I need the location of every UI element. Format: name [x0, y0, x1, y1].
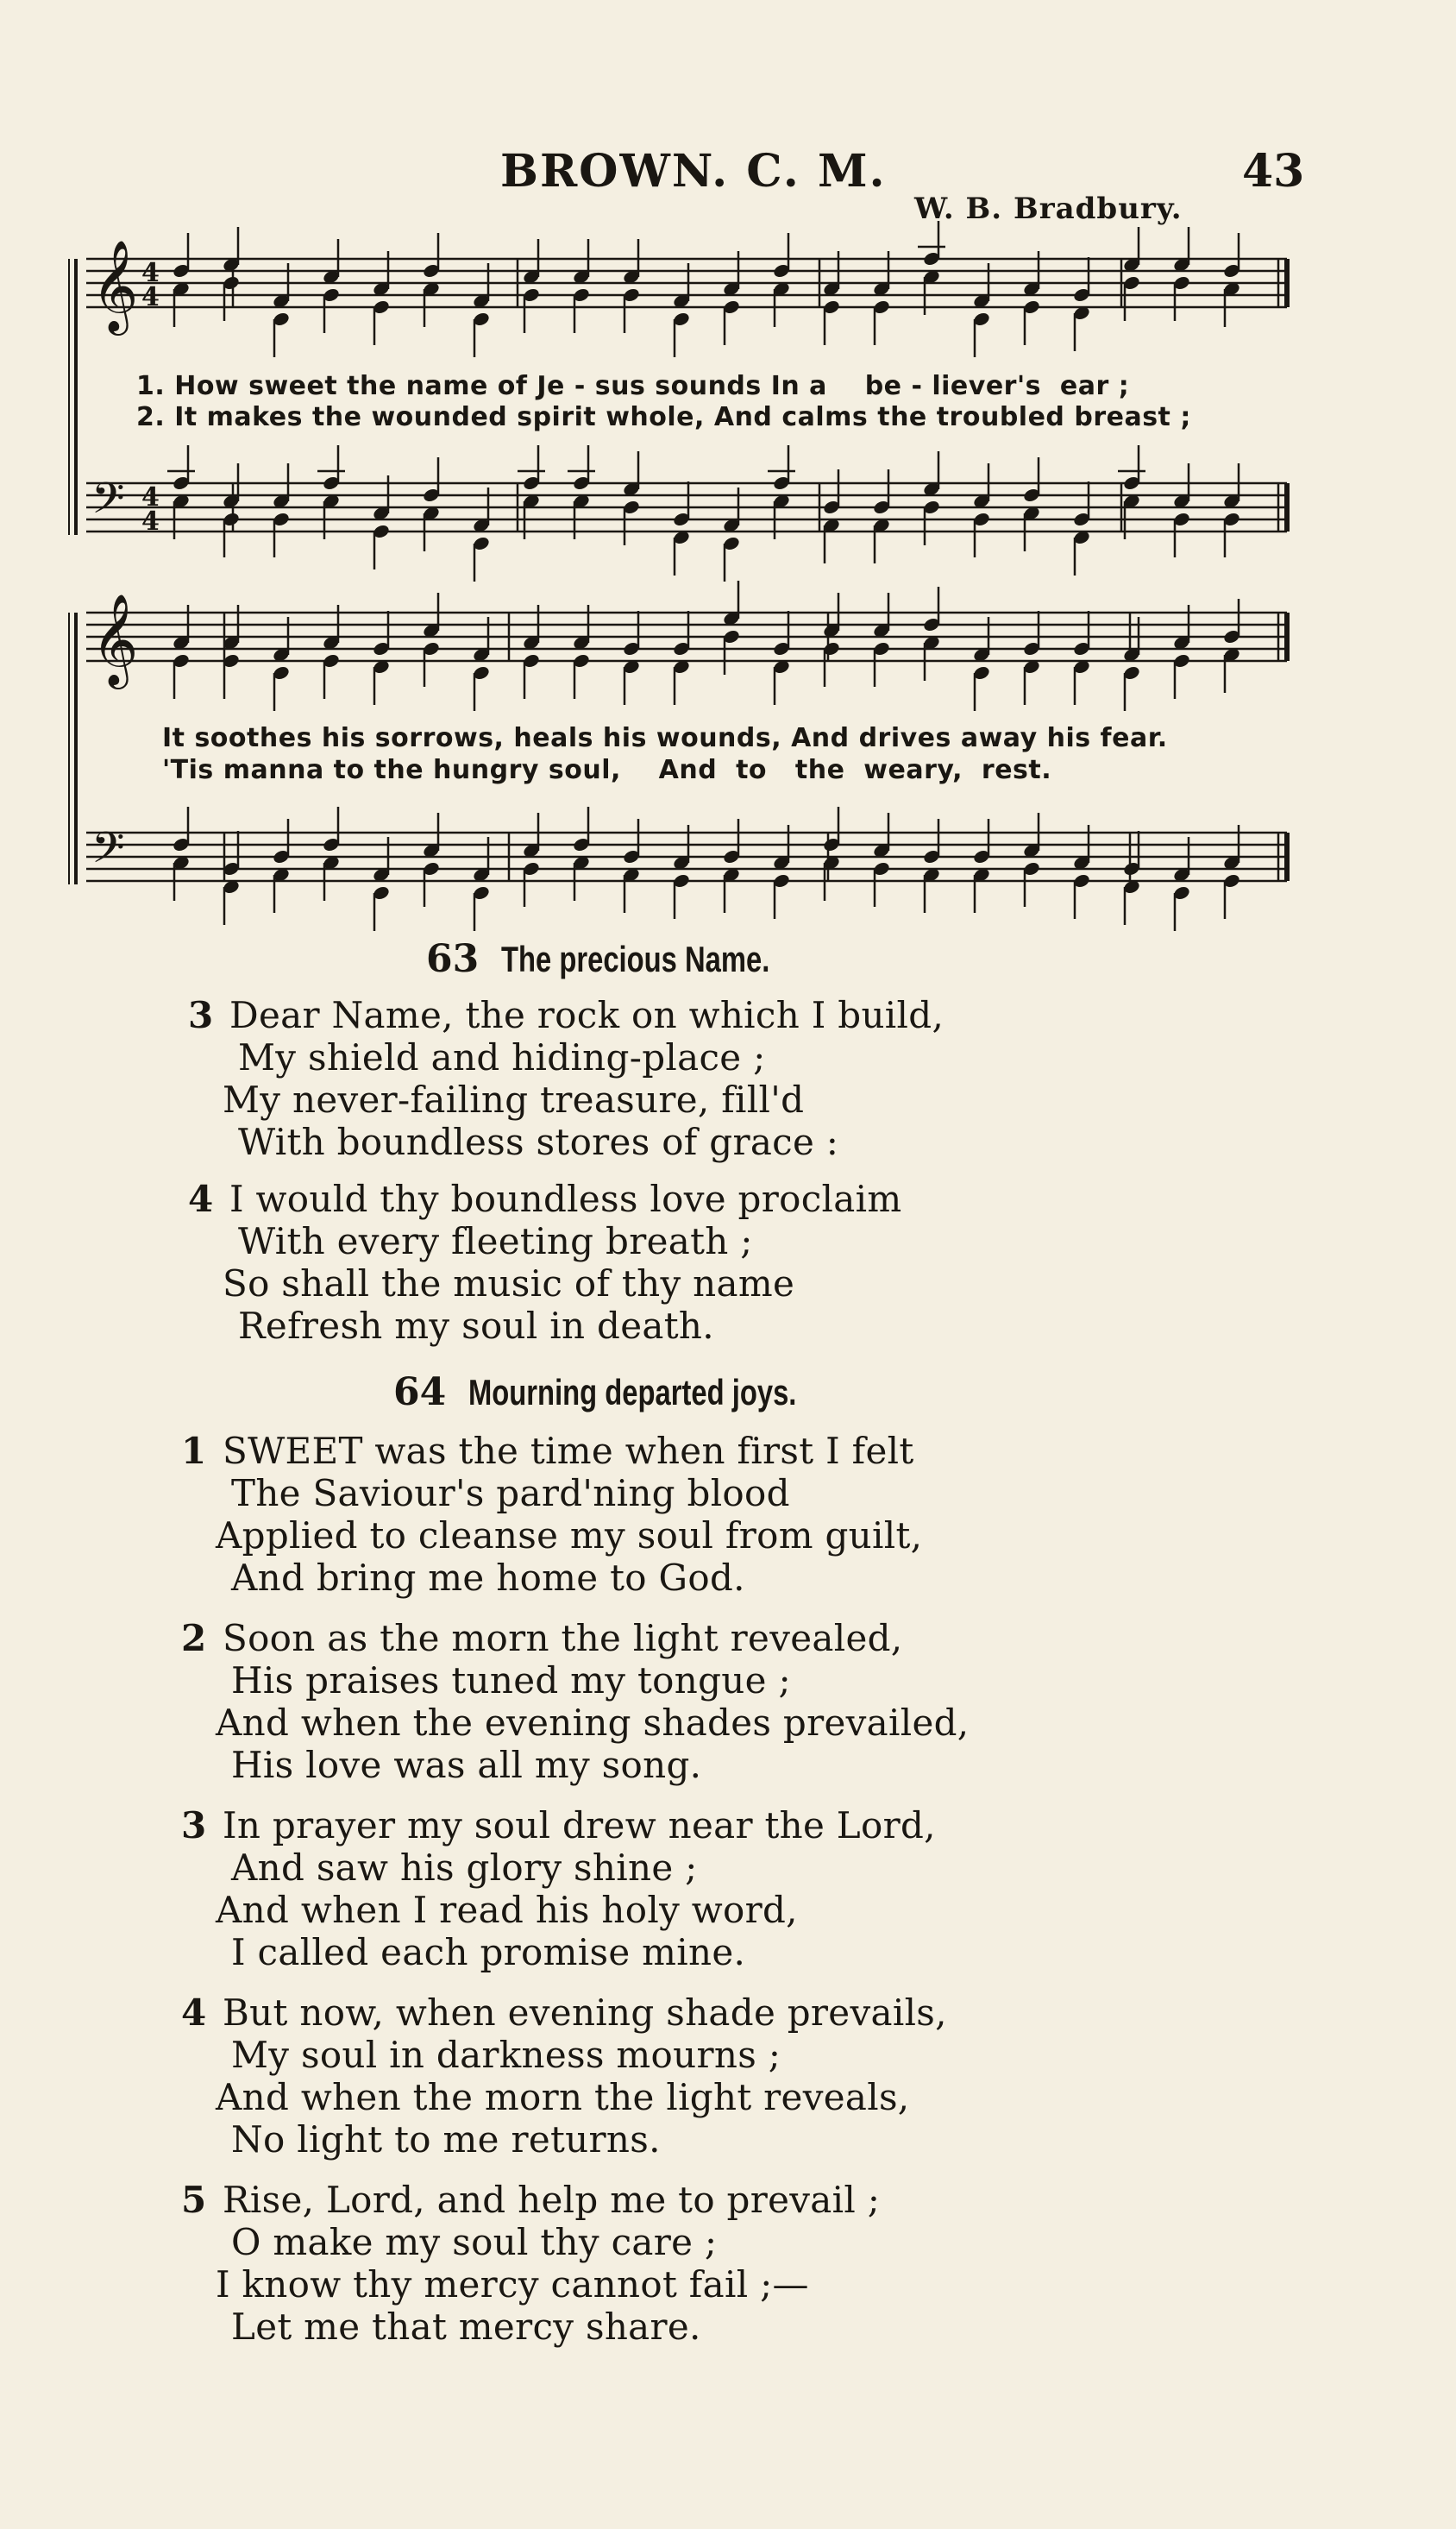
verse-line: My shield and hiding-place ;: [238, 1036, 766, 1079]
verse-line: With every fleeting breath ;: [238, 1220, 753, 1262]
svg-text:𝄢: 𝄢: [91, 474, 125, 534]
verse-line: I would thy boundless love proclaim: [229, 1178, 902, 1220]
verse-line: His praises tuned my tongue ;: [231, 1659, 791, 1702]
svg-text:4: 4: [141, 482, 160, 513]
hymn-64-stanza-1: [181, 1430, 922, 1599]
hymn-63-heading: [426, 937, 845, 981]
stanza-number: 3: [181, 1804, 207, 1846]
svg-text:4: 4: [141, 258, 160, 288]
verse-line: O make my soul thy care ;: [231, 2221, 718, 2263]
verse-line: No light to me returns.: [231, 2118, 661, 2161]
verse-line: Soon as the morn the light revealed,: [223, 1617, 903, 1659]
verse-line: The Saviour's pard'ning blood: [231, 1472, 790, 1514]
verse-line: SWEET was the time when first I felt: [223, 1430, 914, 1472]
stanza-number: 4: [181, 1991, 207, 2034]
verse-line: And when the evening shades prevailed,: [216, 1702, 970, 1744]
lyric-line-1: 1. How sweet the name of Je - sus sounds In a be - liever's ear ;: [136, 371, 1130, 401]
verse-line: His love was all my song.: [231, 1744, 702, 1786]
verse-line: My soul in darkness mourns ;: [231, 2034, 781, 2076]
composer-credit: W. B. Bradbury.: [914, 192, 1183, 226]
verse-line: Dear Name, the rock on which I build,: [229, 994, 945, 1036]
stanza-number: 5: [181, 2179, 207, 2221]
verse-line: I called each promise mine.: [231, 1931, 746, 1973]
hymn-64-stanza-5: [181, 2179, 880, 2348]
stanza-number: 2: [181, 1617, 207, 1659]
music-score: [0, 0, 1456, 932]
hymn-64-stanza-2: [181, 1617, 969, 1786]
verse-line: Refresh my soul in death.: [238, 1305, 714, 1347]
verse-line: In prayer my soul drew near the Lord,: [223, 1804, 936, 1846]
tune-title: BROWN. C. M.: [500, 145, 887, 198]
page-number: 43: [1242, 145, 1305, 198]
verse-line: So shall the music of thy name: [223, 1262, 795, 1305]
hymn-title: The precious Name.: [501, 939, 770, 979]
verse-line: Let me that mercy share.: [231, 2306, 701, 2348]
verse-line: And when the morn the light reveals,: [216, 2076, 910, 2118]
verse-line: My never-failing treasure, fill'd: [223, 1079, 805, 1121]
hymn-64-stanza-3: [181, 1804, 936, 1973]
verse-line: Applied to cleanse my soul from guilt,: [216, 1514, 923, 1557]
verse-line: I know thy mercy cannot fail ;—: [216, 2263, 809, 2306]
lyric-line-3: It soothes his sorrows, heals his wounds, And drives away his fear.: [162, 723, 1168, 753]
svg-text:𝄞: 𝄞: [91, 593, 139, 685]
verse-line: With boundless stores of grace :: [238, 1121, 839, 1163]
svg-text:4: 4: [141, 282, 160, 312]
verse-line: But now, when evening shade prevails,: [223, 1991, 947, 2034]
hymn-title: Mourning departed joys.: [468, 1372, 797, 1412]
svg-text:𝄞: 𝄞: [91, 239, 139, 331]
hymn-63-stanza-3: [188, 994, 944, 1163]
stanza-number: 3: [188, 994, 214, 1036]
verse-line: And when I read his holy word,: [216, 1889, 798, 1931]
lyric-line-4: 'Tis manna to the hungry soul, And to the weary, rest.: [162, 755, 1052, 785]
verse-line: Rise, Lord, and help me to prevail ;: [223, 2179, 881, 2221]
hymn-64-heading: [393, 1370, 889, 1414]
hymn-64-stanza-4: [181, 1991, 947, 2161]
hymn-number: 63: [426, 937, 480, 981]
hymn-63-stanza-4: [188, 1178, 901, 1347]
stanza-number: 1: [181, 1430, 207, 1472]
verse-line: And saw his glory shine ;: [231, 1846, 698, 1889]
verse-line: And bring me home to God.: [231, 1557, 745, 1599]
hymn-number: 64: [393, 1370, 447, 1414]
stanza-number: 4: [188, 1178, 214, 1220]
svg-text:4: 4: [141, 506, 160, 537]
lyric-line-2: 2. It makes the wounded spirit whole, And calms the troubled breast ;: [136, 402, 1191, 432]
svg-text:𝄢: 𝄢: [91, 823, 125, 884]
